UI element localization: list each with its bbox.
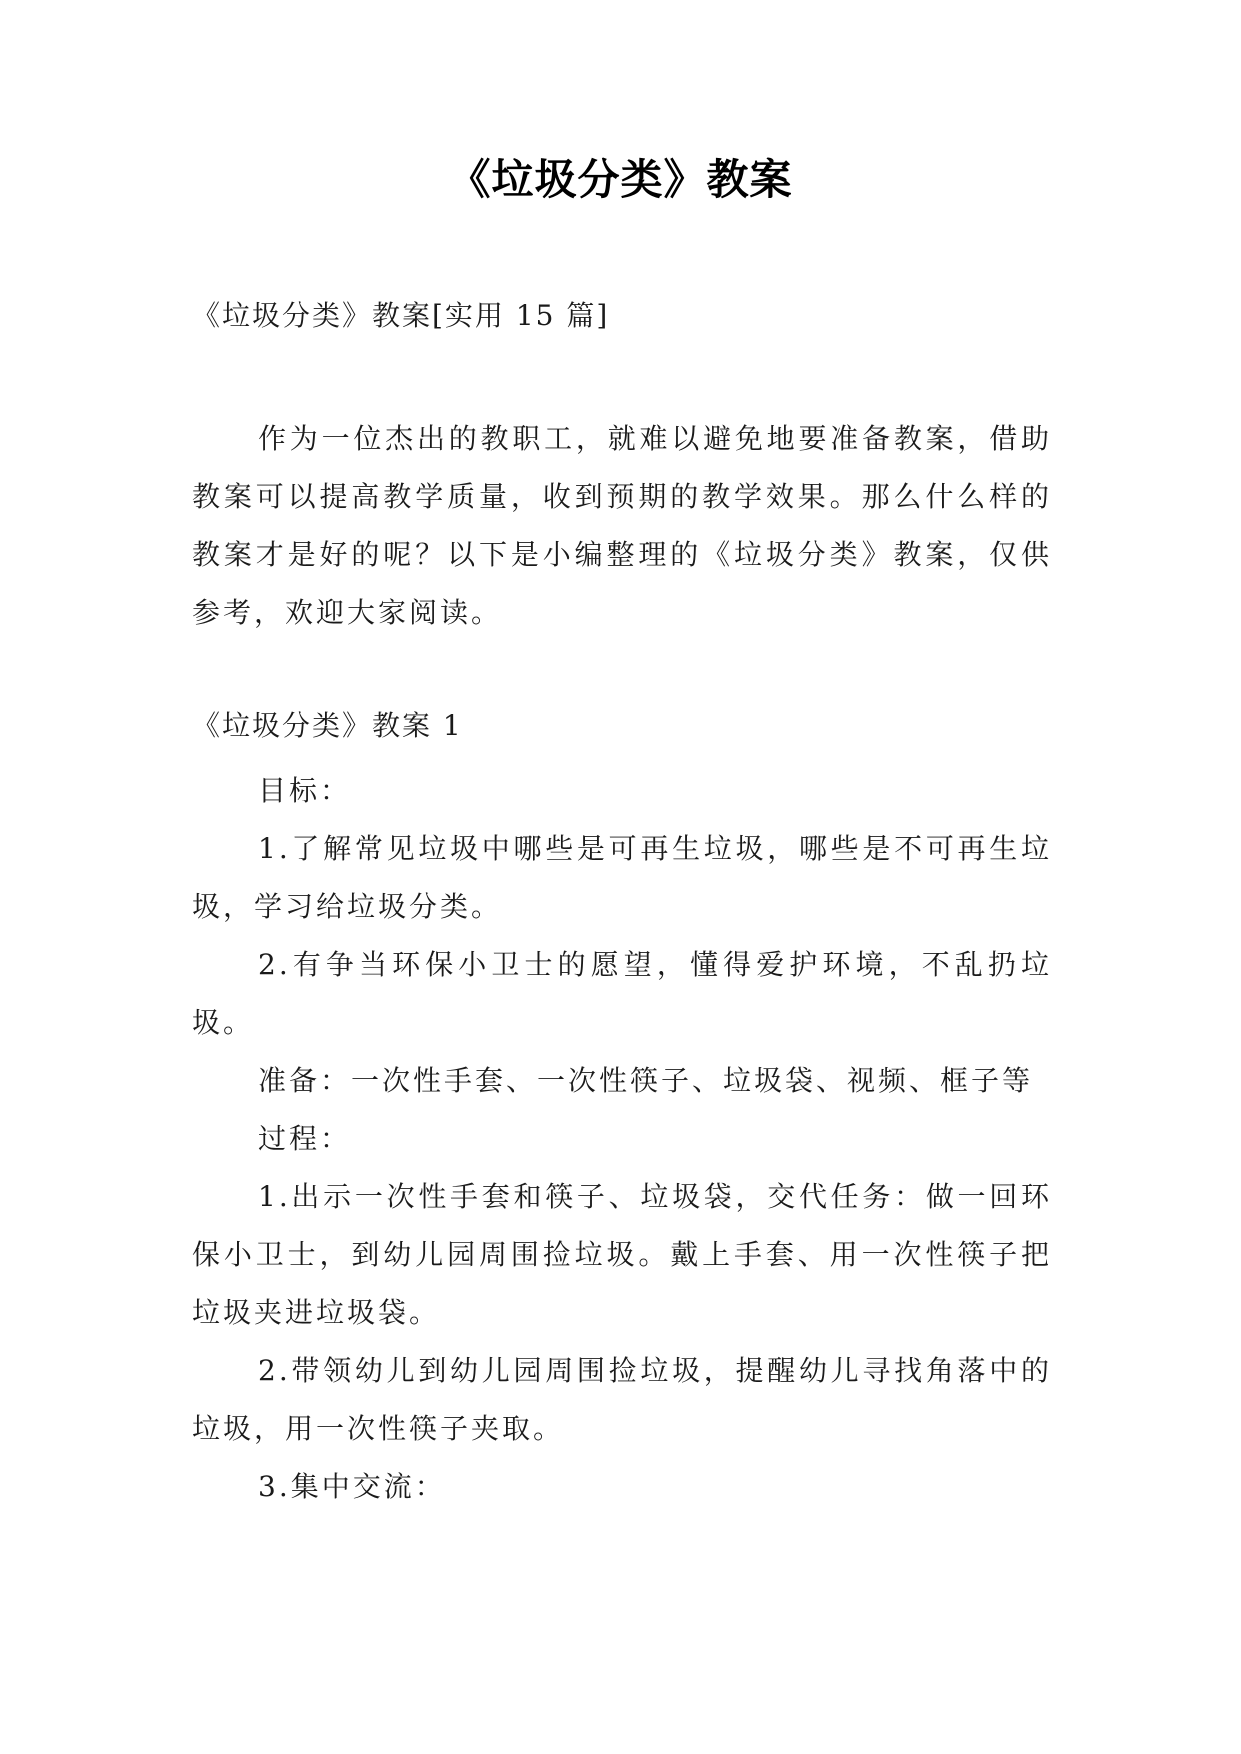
document-subtitle: 《垃圾分类》教案[实用 15 篇] (192, 299, 610, 332)
intro-section (192, 410, 1052, 642)
paragraph-goal-2: 2.有争当环保小卫士的愿望，懂得爱护环境，不乱扔垃圾。 (192, 948, 1052, 1039)
paragraph-preparation: 准备：一次性手套、一次性筷子、垃圾袋、视频、框子等 (258, 1064, 1034, 1097)
section-heading: 《垃圾分类》教案 1 (192, 709, 463, 742)
paragraph-goal-label: 目标： (258, 774, 352, 807)
paragraph-process-1: 1.出示一次性手套和筷子、垃圾袋，交代任务：做一回环保小卫士，到幼儿园周围捡垃圾。戴上手套、用一次性筷子把垃圾夹进垃圾袋。 (192, 1180, 1052, 1329)
paragraph-process-label: 过程： (258, 1122, 352, 1155)
document-title: 《垃圾分类》教案 (448, 155, 793, 204)
section-body (192, 762, 1052, 1516)
paragraph-goal-1: 1.了解常见垃圾中哪些是可再生垃圾，哪些是不可再生垃圾，学习给垃圾分类。 (192, 832, 1052, 923)
paragraph-process-2: 2.带领幼儿到幼儿园周围捡垃圾，提醒幼儿寻找角落中的垃圾，用一次性筷子夹取。 (192, 1354, 1052, 1445)
intro-paragraph: 作为一位杰出的教职工，就难以避免地要准备教案，借助教案可以提高教学质量，收到预期的教学效果。那么什么样的教案才是好的呢？以下是小编整理的《垃圾分类》教案，仅供参考，欢迎大家阅读。 (192, 422, 1052, 629)
paragraph-process-3: 3.集中交流： (258, 1470, 446, 1503)
